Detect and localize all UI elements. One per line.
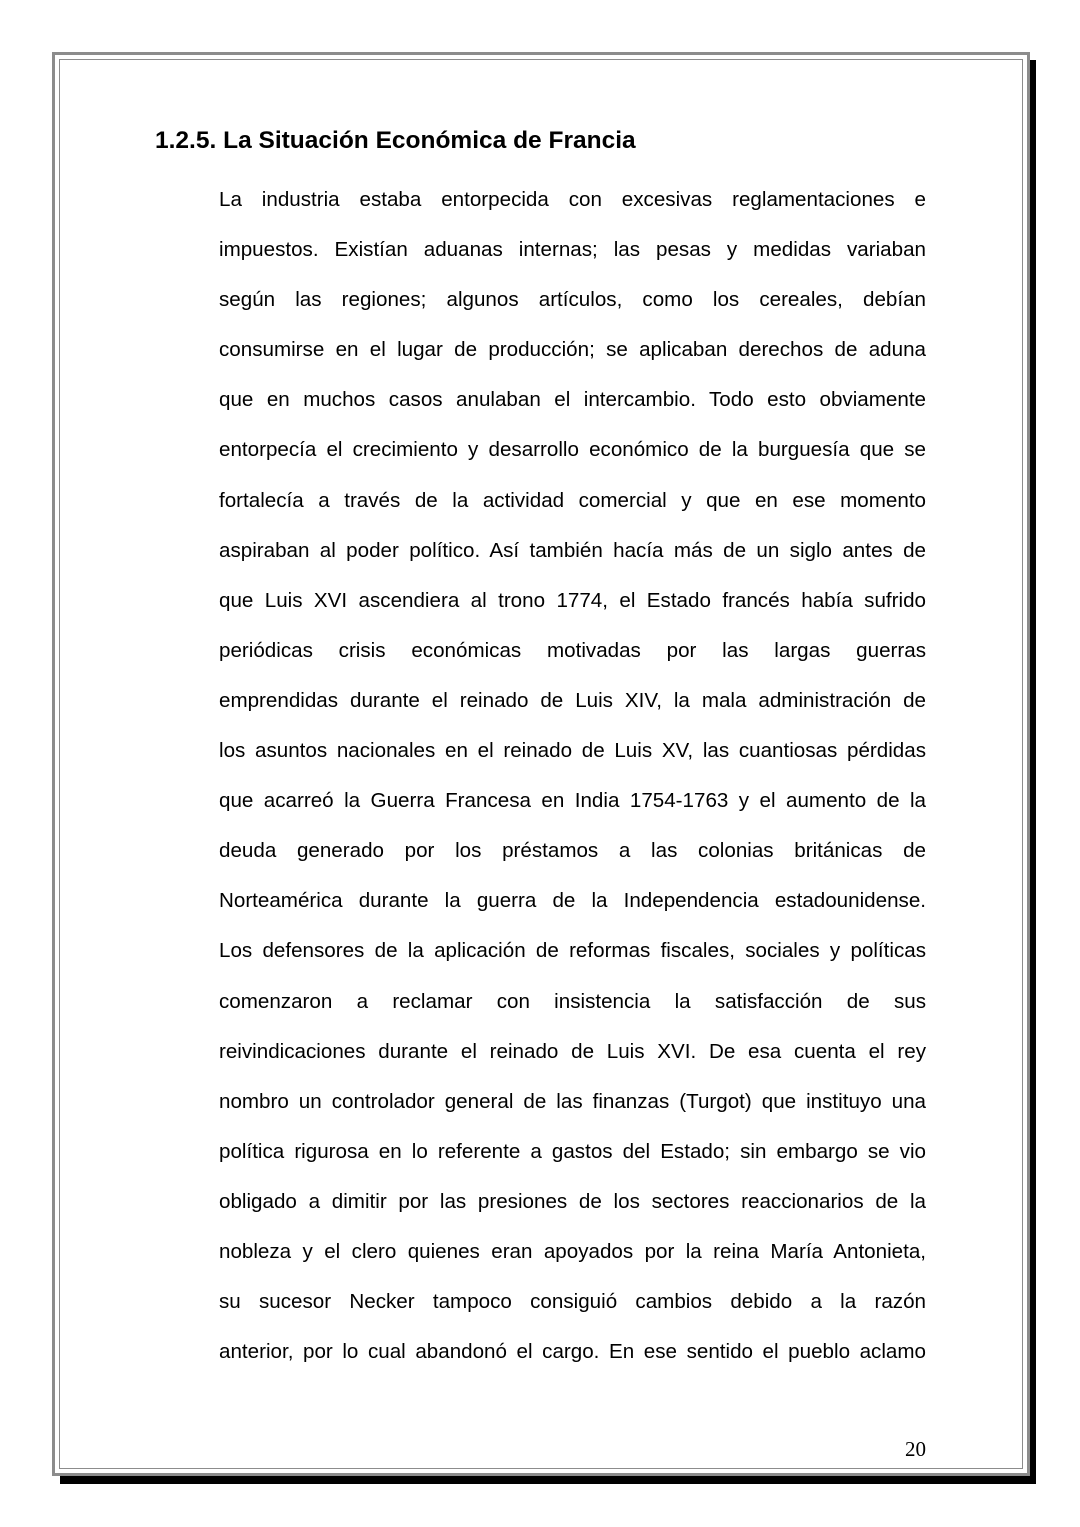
paragraph-line: consumirse en el lugar de producción; se aplicaban derechos de aduna	[219, 338, 926, 362]
paragraph-line: periódicas crisis económicas motivadas por las largas guerras	[219, 638, 926, 662]
paragraph-line: La industria estaba entorpecida con excesivas reglamentaciones e	[219, 188, 926, 211]
paragraph-line: su sucesor Necker tampoco consiguió cambios debido a la razón	[219, 1290, 926, 1314]
body-paragraph	[219, 180, 926, 1382]
paragraph-line: deuda generado por los préstamos a las colonias británicas de	[219, 839, 926, 863]
paragraph-line: obligado a dimitir por las presiones de los sectores reaccionarios de la	[219, 1189, 926, 1213]
paragraph-line: que Luis XVI ascendiera al trono 1774, el Estado francés había sufrido	[219, 588, 926, 612]
paragraph-line: Los defensores de la aplicación de reformas fiscales, sociales y políticas	[219, 939, 926, 963]
paragraph-line: anterior, por lo cual abandonó el cargo. En ese sentido el pueblo aclamo	[219, 1340, 926, 1364]
paragraph-line: que en muchos casos anulaban el intercambio. Todo esto obviamente	[219, 388, 926, 412]
paragraph-line: Norteamérica durante la guerra de la Independencia estadounidense.	[219, 889, 926, 913]
paragraph-line: política rigurosa en lo referente a gastos del Estado; sin embargo se vio	[219, 1139, 926, 1163]
paragraph-line: nobleza y el clero quienes eran apoyados por la reina María Antonieta,	[219, 1239, 926, 1263]
paragraph-line: emprendidas durante el reinado de Luis XIV, la mala administración de	[219, 688, 926, 712]
paragraph-line: aspiraban al poder político. Así también hacía más de un siglo antes de	[219, 538, 926, 562]
paragraph-line: comenzaron a reclamar con insistencia la satisfacción de sus	[219, 989, 926, 1013]
paragraph-line: que acarreó la Guerra Francesa en India 1754-1763 y el aumento de la	[219, 789, 926, 813]
paragraph-line: los asuntos nacionales en el reinado de Luis XV, las cuantiosas pérdidas	[219, 739, 926, 763]
paragraph-line: entorpecía el crecimiento y desarrollo económico de la burguesía que se	[219, 438, 926, 462]
paragraph-line: fortalecía a través de la actividad comercial y que en ese momento	[219, 488, 926, 512]
page-number: 20	[905, 1437, 926, 1461]
paragraph-line: según las regiones; algunos artículos, como los cereales, debían	[219, 288, 926, 312]
paragraph-line: reivindicaciones durante el reinado de Luis XVI. De esa cuenta el rey	[219, 1039, 926, 1063]
paragraph-line: nombro un controlador general de las finanzas (Turgot) que instituyo una	[219, 1089, 926, 1113]
section-heading: 1.2.5. La Situación Económica de Francia	[155, 127, 636, 154]
paragraph-line: impuestos. Existían aduanas internas; las pesas y medidas variaban	[219, 238, 926, 262]
